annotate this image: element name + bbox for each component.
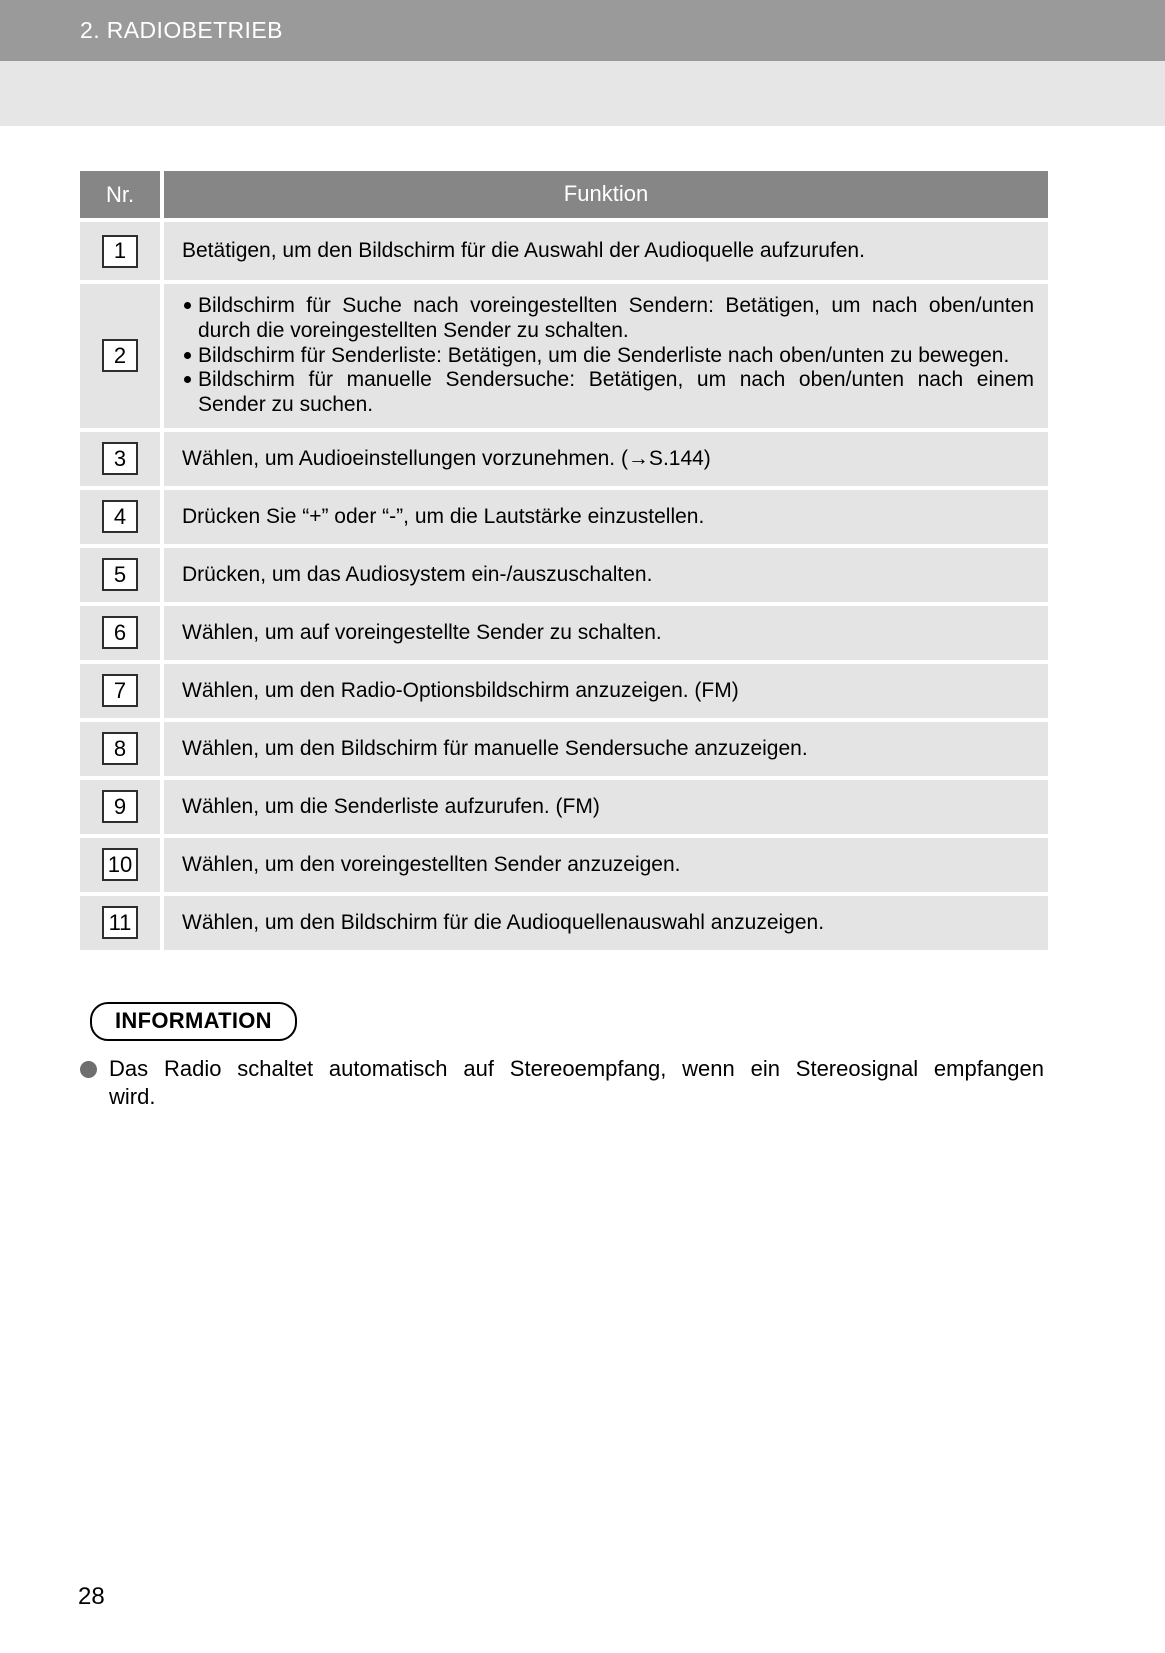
row-number-badge: 1 bbox=[102, 235, 138, 268]
row-function-cell bbox=[164, 664, 1048, 718]
bullet-dot-icon bbox=[184, 302, 191, 309]
bullet-text: Bildschirm für Suche nach voreingestellten Sendern: Betätigen, um nach oben/unten durch die voreingestellten Sender zu schalten. bbox=[198, 294, 1034, 342]
page-header-title: 2. RADIOBETRIEB bbox=[80, 17, 283, 43]
bullet-dot-icon bbox=[184, 376, 191, 383]
row-function-cell bbox=[164, 222, 1048, 280]
table-row-6 bbox=[80, 606, 1048, 660]
row-number-cell bbox=[80, 780, 160, 834]
table-row-9 bbox=[80, 780, 1048, 834]
row-number-cell bbox=[80, 664, 160, 718]
row-number-badge: 9 bbox=[102, 790, 138, 823]
row-number-badge: 10 bbox=[102, 848, 138, 881]
row-function-cell bbox=[164, 548, 1048, 602]
table-row-1 bbox=[80, 222, 1048, 280]
row-function-cell bbox=[164, 722, 1048, 776]
row-number-cell bbox=[80, 222, 160, 280]
row-function-cell bbox=[164, 896, 1048, 950]
row-number-cell bbox=[80, 284, 160, 428]
row-function-text: Wählen, um die Senderliste aufzurufen. (FM) bbox=[182, 795, 600, 819]
bullet-item bbox=[182, 294, 1034, 344]
row-function-text: Wählen, um den Radio-Optionsbildschirm anzuzeigen. (FM) bbox=[182, 679, 739, 703]
row-number-cell bbox=[80, 722, 160, 776]
row-function-cell bbox=[164, 432, 1048, 486]
row-number-cell bbox=[80, 490, 160, 544]
information-text: Das Radio schaltet automatisch auf Stereoempfang, wenn ein Stereosignal empfangen wird. bbox=[109, 1055, 1044, 1110]
row-function-text: Drücken Sie “+” oder “-”, um die Lautstärke einzustellen. bbox=[182, 505, 705, 529]
row-number-cell bbox=[80, 548, 160, 602]
row-number-cell bbox=[80, 606, 160, 660]
row-number-badge: 4 bbox=[102, 500, 138, 533]
row-function-cell bbox=[164, 606, 1048, 660]
header-sub-strip bbox=[0, 61, 1165, 126]
table-row-2 bbox=[80, 284, 1048, 428]
bullet-item bbox=[182, 344, 1034, 369]
info-bullet-icon bbox=[80, 1061, 97, 1078]
bullet-text: Bildschirm für manuelle Sendersuche: Betätigen, um nach oben/unten nach einem Sender zu suchen. bbox=[198, 368, 1034, 417]
table-header-funktion: Funktion bbox=[164, 171, 1048, 218]
table-row-10 bbox=[80, 838, 1048, 892]
row-function-cell bbox=[164, 284, 1048, 428]
information-badge: INFORMATION bbox=[90, 1002, 297, 1041]
bullet-dot-icon bbox=[184, 352, 191, 359]
function-table bbox=[80, 171, 1048, 950]
row-number-cell bbox=[80, 896, 160, 950]
row-number-badge: 3 bbox=[102, 442, 138, 475]
row-function-text: Wählen, um Audioeinstellungen vorzunehmen. (→S.144) bbox=[182, 447, 711, 471]
row-function-text: Wählen, um den voreingestellten Sender anzuzeigen. bbox=[182, 853, 681, 877]
row-function-text: Wählen, um den Bildschirm für manuelle Sendersuche anzuzeigen. bbox=[182, 737, 808, 761]
table-row-7 bbox=[80, 664, 1048, 718]
table-header-row bbox=[80, 171, 1048, 218]
row-function-text: Wählen, um den Bildschirm für die Audioquellenauswahl anzuzeigen. bbox=[182, 911, 825, 935]
row-number-badge: 2 bbox=[102, 339, 138, 372]
page-number: 28 bbox=[78, 1583, 105, 1610]
row-function-cell bbox=[164, 780, 1048, 834]
row-number-badge: 5 bbox=[102, 558, 138, 591]
row-function-text: Wählen, um auf voreingestellte Sender zu schalten. bbox=[182, 621, 662, 645]
table-row-8 bbox=[80, 722, 1048, 776]
row-function-cell bbox=[164, 838, 1048, 892]
information-item bbox=[80, 1055, 1165, 1112]
bullet-text: Bildschirm für Senderliste: Betätigen, um die Senderliste nach oben/unten zu bewegen. bbox=[198, 343, 1010, 367]
row-number-cell bbox=[80, 838, 160, 892]
row-function-text: Betätigen, um den Bildschirm für die Auswahl der Audioquelle aufzurufen. bbox=[182, 239, 865, 263]
row-number-cell bbox=[80, 432, 160, 486]
row-number-badge: 7 bbox=[102, 674, 138, 707]
table-header-nr: Nr. bbox=[80, 171, 160, 218]
row-function-text: Drücken, um das Audiosystem ein-/auszuschalten. bbox=[182, 563, 653, 587]
row-number-badge: 8 bbox=[102, 732, 138, 765]
table-row-4 bbox=[80, 490, 1048, 544]
table-row-5 bbox=[80, 548, 1048, 602]
row-function-cell bbox=[164, 490, 1048, 544]
row-number-badge: 11 bbox=[102, 906, 138, 939]
table-row-3 bbox=[80, 432, 1048, 486]
row-number-badge: 6 bbox=[102, 616, 138, 649]
bullet-item bbox=[182, 368, 1034, 418]
page-header bbox=[0, 0, 1165, 61]
table-row-11 bbox=[80, 896, 1048, 950]
